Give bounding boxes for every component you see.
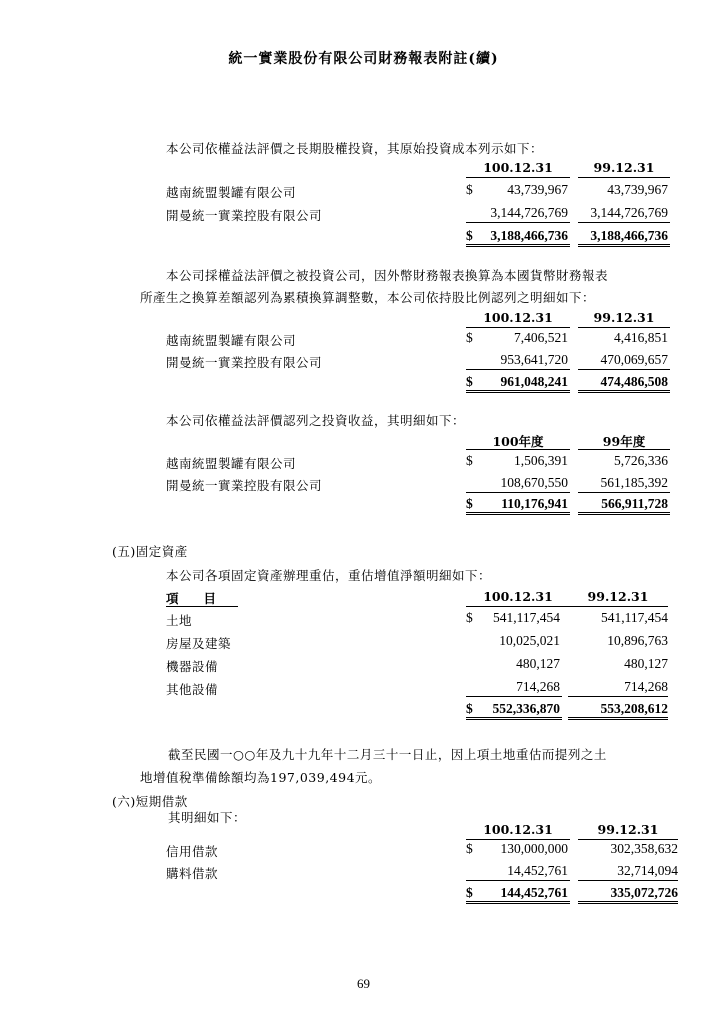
s1-subtotal-rule-99 (578, 222, 670, 223)
s1-subtotal-rule-100 (466, 222, 570, 223)
s2-row-value-100: 953,641,720 (500, 352, 568, 367)
s5-row-value-100: 14,452,761 (507, 863, 568, 878)
s4-total-value-99: 553,208,612 (600, 701, 668, 716)
s4-header-underline-99 (568, 606, 668, 607)
s5-subtotal-rule-99 (578, 880, 678, 881)
s2-header-underline-99 (578, 327, 670, 328)
s5-subtotal-rule-100 (466, 880, 570, 881)
s4-intro: 本公司各項固定資產辦理重估，重估增值淨額明細如下： (166, 568, 492, 583)
s1-row-value-100: 43,739,967 (507, 182, 568, 197)
s5-total-dollar: $ (466, 885, 473, 900)
s3-header-100: 100年度 (492, 434, 544, 449)
s3-subtotal-rule-100 (466, 492, 570, 493)
s1-total-value-100: 3,188,466,736 (490, 228, 568, 243)
s4-row-value-99: 541,117,454 (601, 610, 668, 625)
s3-row-dollar: $ (466, 453, 473, 468)
s3-row-value-100: 1,506,391 (514, 453, 568, 468)
s5-total-value-99: 335,072,726 (610, 885, 678, 900)
s4-row-value-100: 541,117,454 (493, 610, 560, 625)
s3-subtotal-rule-99 (578, 492, 670, 493)
s3-intro: 本公司依權益法評價認列之投資收益，其明細如下： (166, 413, 466, 428)
s5-total-double-rule (466, 903, 570, 904)
s4-header-99: 99.12.31 (587, 589, 649, 604)
s5-total-double-rule (578, 903, 678, 904)
s5-total-double-rule (578, 901, 678, 902)
s1-header-100: 100.12.31 (483, 160, 553, 175)
s2-subtotal-rule-100 (466, 369, 570, 370)
s2-header-100: 100.12.31 (483, 310, 553, 325)
s3-total-double-rule (578, 512, 670, 513)
s3-total-double-rule (466, 514, 570, 515)
s3-total-double-rule (466, 512, 570, 513)
s5-row-value-99: 32,714,094 (617, 863, 678, 878)
s3-total-value-100: 110,176,941 (501, 496, 568, 511)
s5-row-value-99: 302,358,632 (610, 841, 678, 856)
s5-header-100: 100.12.31 (483, 822, 553, 837)
s1-total-double-rule (578, 246, 670, 247)
s3-total-value-99: 566,911,728 (601, 496, 668, 511)
s2-intro-line2: 所產生之換算差額認列為累積換算調整數，本公司依持股比例認列之明細如下： (140, 290, 596, 305)
s1-row-value-99: 43,739,967 (607, 182, 668, 197)
s2-row-label: 越南統盟製罐有限公司 (166, 333, 297, 348)
s5-header-99: 99.12.31 (597, 822, 659, 837)
page-title: 統一實業股份有限公司財務報表附註(續) (228, 51, 499, 67)
s3-header-underline-99 (578, 449, 670, 450)
s1-row-label: 越南統盟製罐有限公司 (166, 185, 297, 200)
s1-row-value-100: 3,144,726,769 (490, 205, 568, 220)
s2-row-value-99: 470,069,657 (600, 352, 668, 367)
s5-row-value-100: 130,000,000 (500, 841, 568, 856)
s1-row-label: 開曼統一實業控股有限公司 (166, 208, 323, 223)
s5-total-double-rule (466, 901, 570, 902)
s1-row-value-99: 3,144,726,769 (590, 205, 668, 220)
s2-total-double-rule (578, 392, 670, 393)
s5-row-label: 信用借款 (166, 844, 219, 859)
s1-total-value-99: 3,188,466,736 (590, 228, 668, 243)
s5-row-label: 購料借款 (166, 866, 219, 881)
s4-row-value-100: 480,127 (516, 656, 560, 671)
s1-header-underline-100 (466, 177, 570, 178)
s1-total-double-rule (578, 244, 670, 245)
s5-total-value-100: 144,452,761 (500, 885, 568, 900)
s4-heading: (五)固定資產 (112, 544, 188, 559)
s3-row-value-99: 561,185,392 (600, 475, 668, 490)
s5-header-underline-99 (578, 839, 678, 840)
s5-heading: (六)短期借款 (112, 794, 188, 809)
s4-header-underline-100 (466, 606, 570, 607)
s1-total-dollar: $ (466, 228, 473, 243)
s4-row-label: 其他設備 (166, 682, 219, 697)
s1-row-dollar: $ (466, 182, 473, 197)
s4-row-label: 房屋及建築 (166, 636, 232, 651)
s4-header-100: 100.12.31 (483, 589, 553, 604)
s5-row-dollar: $ (466, 841, 473, 856)
s4-total-double-rule (568, 719, 668, 720)
s2-total-double-rule (466, 390, 570, 391)
s4-note-line2: 地增值稅準備餘額均為197,039,494元。 (140, 770, 382, 785)
s3-header-underline-100 (466, 449, 570, 450)
s2-row-dollar: $ (466, 330, 473, 345)
s3-row-value-99: 5,726,336 (614, 453, 668, 468)
s4-total-double-rule (568, 717, 668, 718)
page-number: 69 (357, 976, 370, 991)
s4-row-label: 機器設備 (166, 659, 219, 674)
s3-header-99: 99年度 (602, 434, 646, 449)
s2-total-value-100: 961,048,241 (500, 374, 568, 389)
s1-header-99: 99.12.31 (593, 160, 655, 175)
s4-row-value-100: 10,025,021 (499, 633, 560, 648)
s2-row-label: 開曼統一實業控股有限公司 (166, 355, 323, 370)
s2-subtotal-rule-99 (578, 369, 670, 370)
s4-row-dollar: $ (466, 610, 473, 625)
s3-total-dollar: $ (466, 496, 473, 511)
s2-row-value-100: 7,406,521 (514, 330, 568, 345)
s4-total-value-100: 552,336,870 (492, 701, 560, 716)
s4-subtotal-rule-100 (466, 696, 562, 697)
s2-header-99: 99.12.31 (593, 310, 655, 325)
s1-total-double-rule (466, 244, 570, 245)
s1-intro: 本公司依權益法評價之長期股權投資，其原始投資成本列示如下： (166, 141, 544, 156)
s4-total-dollar: $ (466, 701, 473, 716)
s3-total-double-rule (578, 514, 670, 515)
s4-col-item: 項 目 (166, 591, 217, 606)
s1-total-double-rule (466, 246, 570, 247)
s4-col-item-underline (166, 606, 238, 607)
s4-subtotal-rule-99 (568, 696, 668, 697)
s4-row-value-99: 480,127 (624, 656, 668, 671)
s4-note-line1: 截至民國一○○年及九十九年十二月三十一日止，因上項土地重估而提列之土 (168, 747, 607, 762)
s4-row-value-99: 714,268 (624, 679, 668, 694)
s3-row-value-100: 108,670,550 (500, 475, 568, 490)
s3-row-label: 開曼統一實業控股有限公司 (166, 478, 323, 493)
s3-row-label: 越南統盟製罐有限公司 (166, 456, 297, 471)
s4-total-double-rule (466, 717, 562, 718)
s5-intro: 其明細如下： (168, 810, 247, 825)
s2-row-value-99: 4,416,851 (614, 330, 668, 345)
s1-header-underline-99 (578, 177, 670, 178)
s2-total-double-rule (466, 392, 570, 393)
s2-total-dollar: $ (466, 374, 473, 389)
s4-row-value-99: 10,896,763 (607, 633, 668, 648)
s2-header-underline-100 (466, 327, 570, 328)
s4-total-double-rule (466, 719, 562, 720)
s5-header-underline-100 (466, 839, 570, 840)
s2-intro-line1: 本公司採權益法評價之被投資公司，因外幣財務報表換算為本國貨幣財務報表 (166, 268, 609, 283)
s2-total-value-99: 474,486,508 (600, 374, 668, 389)
s4-row-label: 土地 (166, 613, 193, 628)
s4-row-value-100: 714,268 (516, 679, 560, 694)
s2-total-double-rule (578, 390, 670, 391)
